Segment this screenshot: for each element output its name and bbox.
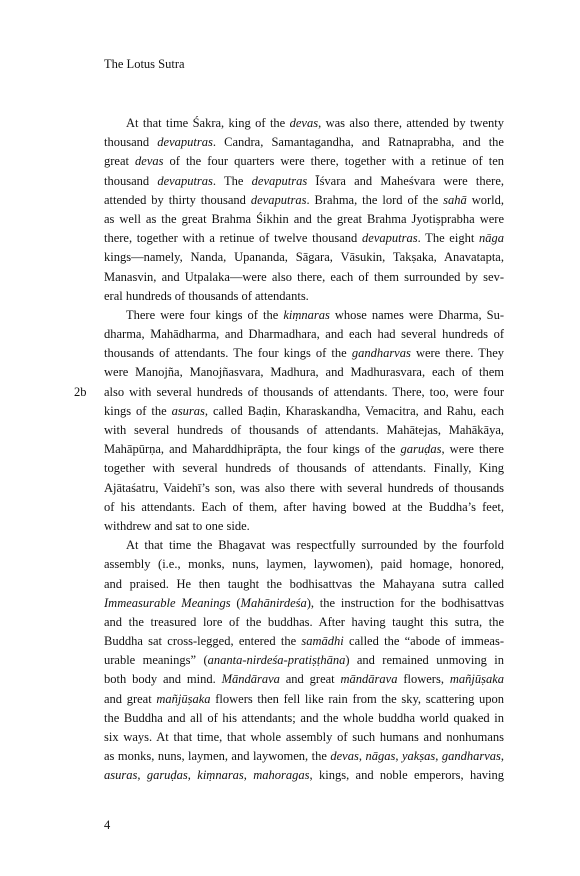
text-line	[104, 651, 504, 670]
italic-term: devas	[289, 116, 319, 130]
text-line	[104, 172, 504, 191]
text-segment: , kings, and noble emperors, having	[309, 768, 505, 783]
italic-term: garuḍas	[400, 442, 442, 457]
text-segment: eral hundreds of thousands of attendants.	[104, 288, 309, 303]
text-line	[104, 229, 504, 248]
text-line	[104, 383, 504, 402]
text-line	[104, 690, 504, 709]
text-line	[104, 632, 504, 651]
italic-term: devaputras	[157, 135, 213, 150]
italic-term: devaputras	[251, 173, 308, 188]
italic-term: nāgas	[365, 749, 396, 764]
text-segment: world,	[466, 192, 504, 207]
text-line	[104, 440, 504, 459]
text-segment: ,	[187, 768, 198, 783]
text-segment: as monks, nuns, laymen, and laywomen, the	[104, 749, 331, 764]
italic-term: sahā	[443, 192, 467, 207]
text-segment: and great	[104, 691, 157, 706]
text-segment: Buddha sat cross-legged, entered the	[104, 634, 302, 649]
body-text	[104, 114, 504, 786]
text-segment: of his attendants. Each of them, after having bowed at the Buddha’s feet,	[104, 499, 504, 514]
text-segment: , called Baḍin, Kharaskandha, Vemacitra, and Rahu, each	[204, 403, 504, 418]
text-segment: Ajātaśatru, Vaidehī’s son, was also there with several hundreds of thousands	[104, 480, 504, 495]
text-line	[104, 747, 504, 766]
text-segment: ,	[435, 749, 442, 764]
text-segment: and great	[279, 672, 341, 687]
text-line	[104, 594, 504, 613]
text-segment: with several hundreds of thousands of attendants. Mahātejas, Mahākāya,	[104, 423, 504, 437]
text-segment: Mahāpūrṇa, and Maharddhiprāpta, the four kings of the	[104, 442, 401, 457]
italic-term: nāga	[479, 231, 505, 246]
italic-term: Mahānirdeśa	[240, 595, 307, 610]
text-segment: assembly (i.e., monks, nuns, laymen, laywomen), paid homage, honored,	[104, 557, 504, 572]
italic-term: devaputras	[157, 173, 213, 188]
text-segment: six ways. At that time, that whole assembly of such humans and nonhumans	[104, 730, 504, 744]
text-segment: kings—namely, Nanda, Upananda, Sāgara, Vāsukin, Takṣaka, Anavatapta,	[104, 250, 504, 265]
text-segment: , was also there, attended by twenty	[318, 116, 505, 130]
text-segment: were there. They	[410, 346, 504, 361]
text-segment: thousand	[104, 135, 158, 150]
italic-term: asuras	[104, 768, 138, 783]
text-segment: were Manojña, Manojñasvara, Madhura, and Madhurasvara, each of them	[104, 365, 504, 380]
text-segment: and the treasured lore of the buddhas. After having taught this sutra, the	[104, 614, 504, 629]
text-line	[104, 248, 504, 267]
text-line	[104, 325, 504, 344]
text-segment: dharma, Mahādharma, and Dharmadhara, and each had several hundreds of	[104, 327, 504, 342]
italic-term: samādhi	[301, 634, 344, 649]
text-segment: whose names were Dharma, Su-	[329, 307, 504, 322]
text-line	[104, 344, 504, 363]
italic-term: devas	[330, 749, 359, 764]
page-number: 4	[104, 818, 111, 832]
italic-term: yakṣas	[401, 749, 436, 764]
text-line	[104, 766, 504, 785]
text-segment: the Buddha and all of his attendants; and the whole buddha world quaked in	[104, 710, 504, 725]
text-segment: urable meanings” (	[104, 653, 208, 668]
text-line	[104, 152, 504, 171]
text-line	[104, 191, 504, 210]
text-line	[104, 555, 504, 574]
text-segment: . Brahma, the lord of the	[306, 192, 444, 207]
text-line	[104, 670, 504, 689]
text-line	[104, 114, 504, 133]
italic-term: mañjūṣaka	[449, 672, 505, 687]
text-segment: together with several hundreds of thousands of attendants. Finally, King	[104, 461, 504, 476]
text-segment: withdrew and sat to one side.	[104, 518, 250, 533]
italic-term: Immeasurable Meanings	[104, 595, 231, 610]
text-line	[104, 287, 504, 306]
text-line	[104, 728, 504, 747]
text-segment: . The	[212, 173, 252, 188]
text-segment: flowers,	[397, 672, 450, 687]
text-segment: there, together with a retinue of twelve thousand	[104, 231, 363, 246]
text-segment: . The eight	[417, 231, 480, 246]
text-line	[104, 479, 504, 498]
italic-term: gandharvas	[351, 346, 411, 361]
text-segment: ) and remained unmoving in	[345, 653, 504, 668]
margin-note: 2b	[74, 384, 87, 399]
text-line	[104, 402, 504, 421]
italic-term: devas	[135, 154, 164, 169]
italic-term: kiṃnaras	[283, 307, 330, 322]
italic-term: Māndārava	[221, 672, 280, 687]
text-segment: ,	[500, 749, 505, 764]
text-line	[104, 421, 504, 440]
text-segment: thousand	[104, 173, 158, 188]
text-segment: attended by thirty thousand	[104, 192, 251, 207]
text-segment: called the “abode of immeas-	[343, 634, 504, 649]
italic-term: gandharvas	[441, 749, 501, 764]
italic-term: asuras	[171, 403, 205, 418]
italic-term: kiṃnaras	[197, 768, 244, 783]
text-segment: ,	[137, 768, 147, 783]
text-line	[104, 268, 504, 287]
text-segment: great	[104, 154, 136, 169]
text-segment: At that time Śakra, king of the	[126, 116, 290, 130]
text-line	[104, 459, 504, 478]
italic-term: mahoragas	[253, 768, 310, 783]
text-line	[104, 536, 504, 555]
text-line	[104, 575, 504, 594]
text-segment: ,	[358, 749, 366, 764]
text-line	[104, 210, 504, 229]
text-segment: of the four quarters were there, together with a retinue of ten	[163, 154, 505, 169]
text-segment: thousands of attendants. The four kings of the	[104, 346, 352, 361]
text-segment: also with several hundreds of thousands of attendants. There, too, were four	[104, 384, 504, 399]
text-segment: , were there	[441, 442, 504, 457]
text-line	[104, 306, 504, 325]
italic-term: ananta-nirdeśa-pratiṣṭhāna	[207, 653, 346, 668]
text-line	[104, 498, 504, 517]
text-segment: ), the instruction for the bodhisattvas	[306, 595, 504, 610]
italic-term: mañjūṣaka	[156, 691, 211, 706]
text-line	[104, 709, 504, 728]
italic-term: māndārava	[340, 672, 398, 687]
text-segment: There were four kings of the	[126, 307, 284, 322]
text-segment: as well as the great Brahma Śikhin and the great Brahma Jyotiṣprabha were	[104, 211, 504, 226]
running-header: The Lotus Sutra	[104, 57, 185, 71]
text-segment: ,	[243, 768, 254, 783]
text-line	[104, 613, 504, 632]
text-segment: both body and mind.	[104, 672, 222, 687]
text-line	[104, 517, 504, 536]
text-segment: . Candra, Samantagandha, and Ratnaprabha, and the	[212, 135, 504, 150]
italic-term: devaputras	[250, 192, 307, 207]
italic-term: garuḍas	[146, 768, 188, 783]
text-segment: Manasvin, and Utpalaka—were also there, each of them surrounded by sev-	[104, 269, 504, 284]
text-segment: At that time the Bhagavat was respectfully surrounded by the fourfold	[126, 538, 504, 553]
text-segment: flowers then fell like rain from the sky, scattering upon	[210, 691, 504, 706]
italic-term: devaputras	[362, 231, 418, 246]
text-segment: Īśvara and Maheśvara were there,	[307, 173, 504, 188]
text-segment: (	[230, 595, 241, 610]
text-segment: kings of the	[104, 403, 172, 418]
text-segment: ,	[395, 749, 402, 764]
text-segment: and praised. He then taught the bodhisattvas the Mahayana sutra called	[104, 576, 504, 591]
text-line	[104, 133, 504, 152]
text-line	[104, 363, 504, 382]
